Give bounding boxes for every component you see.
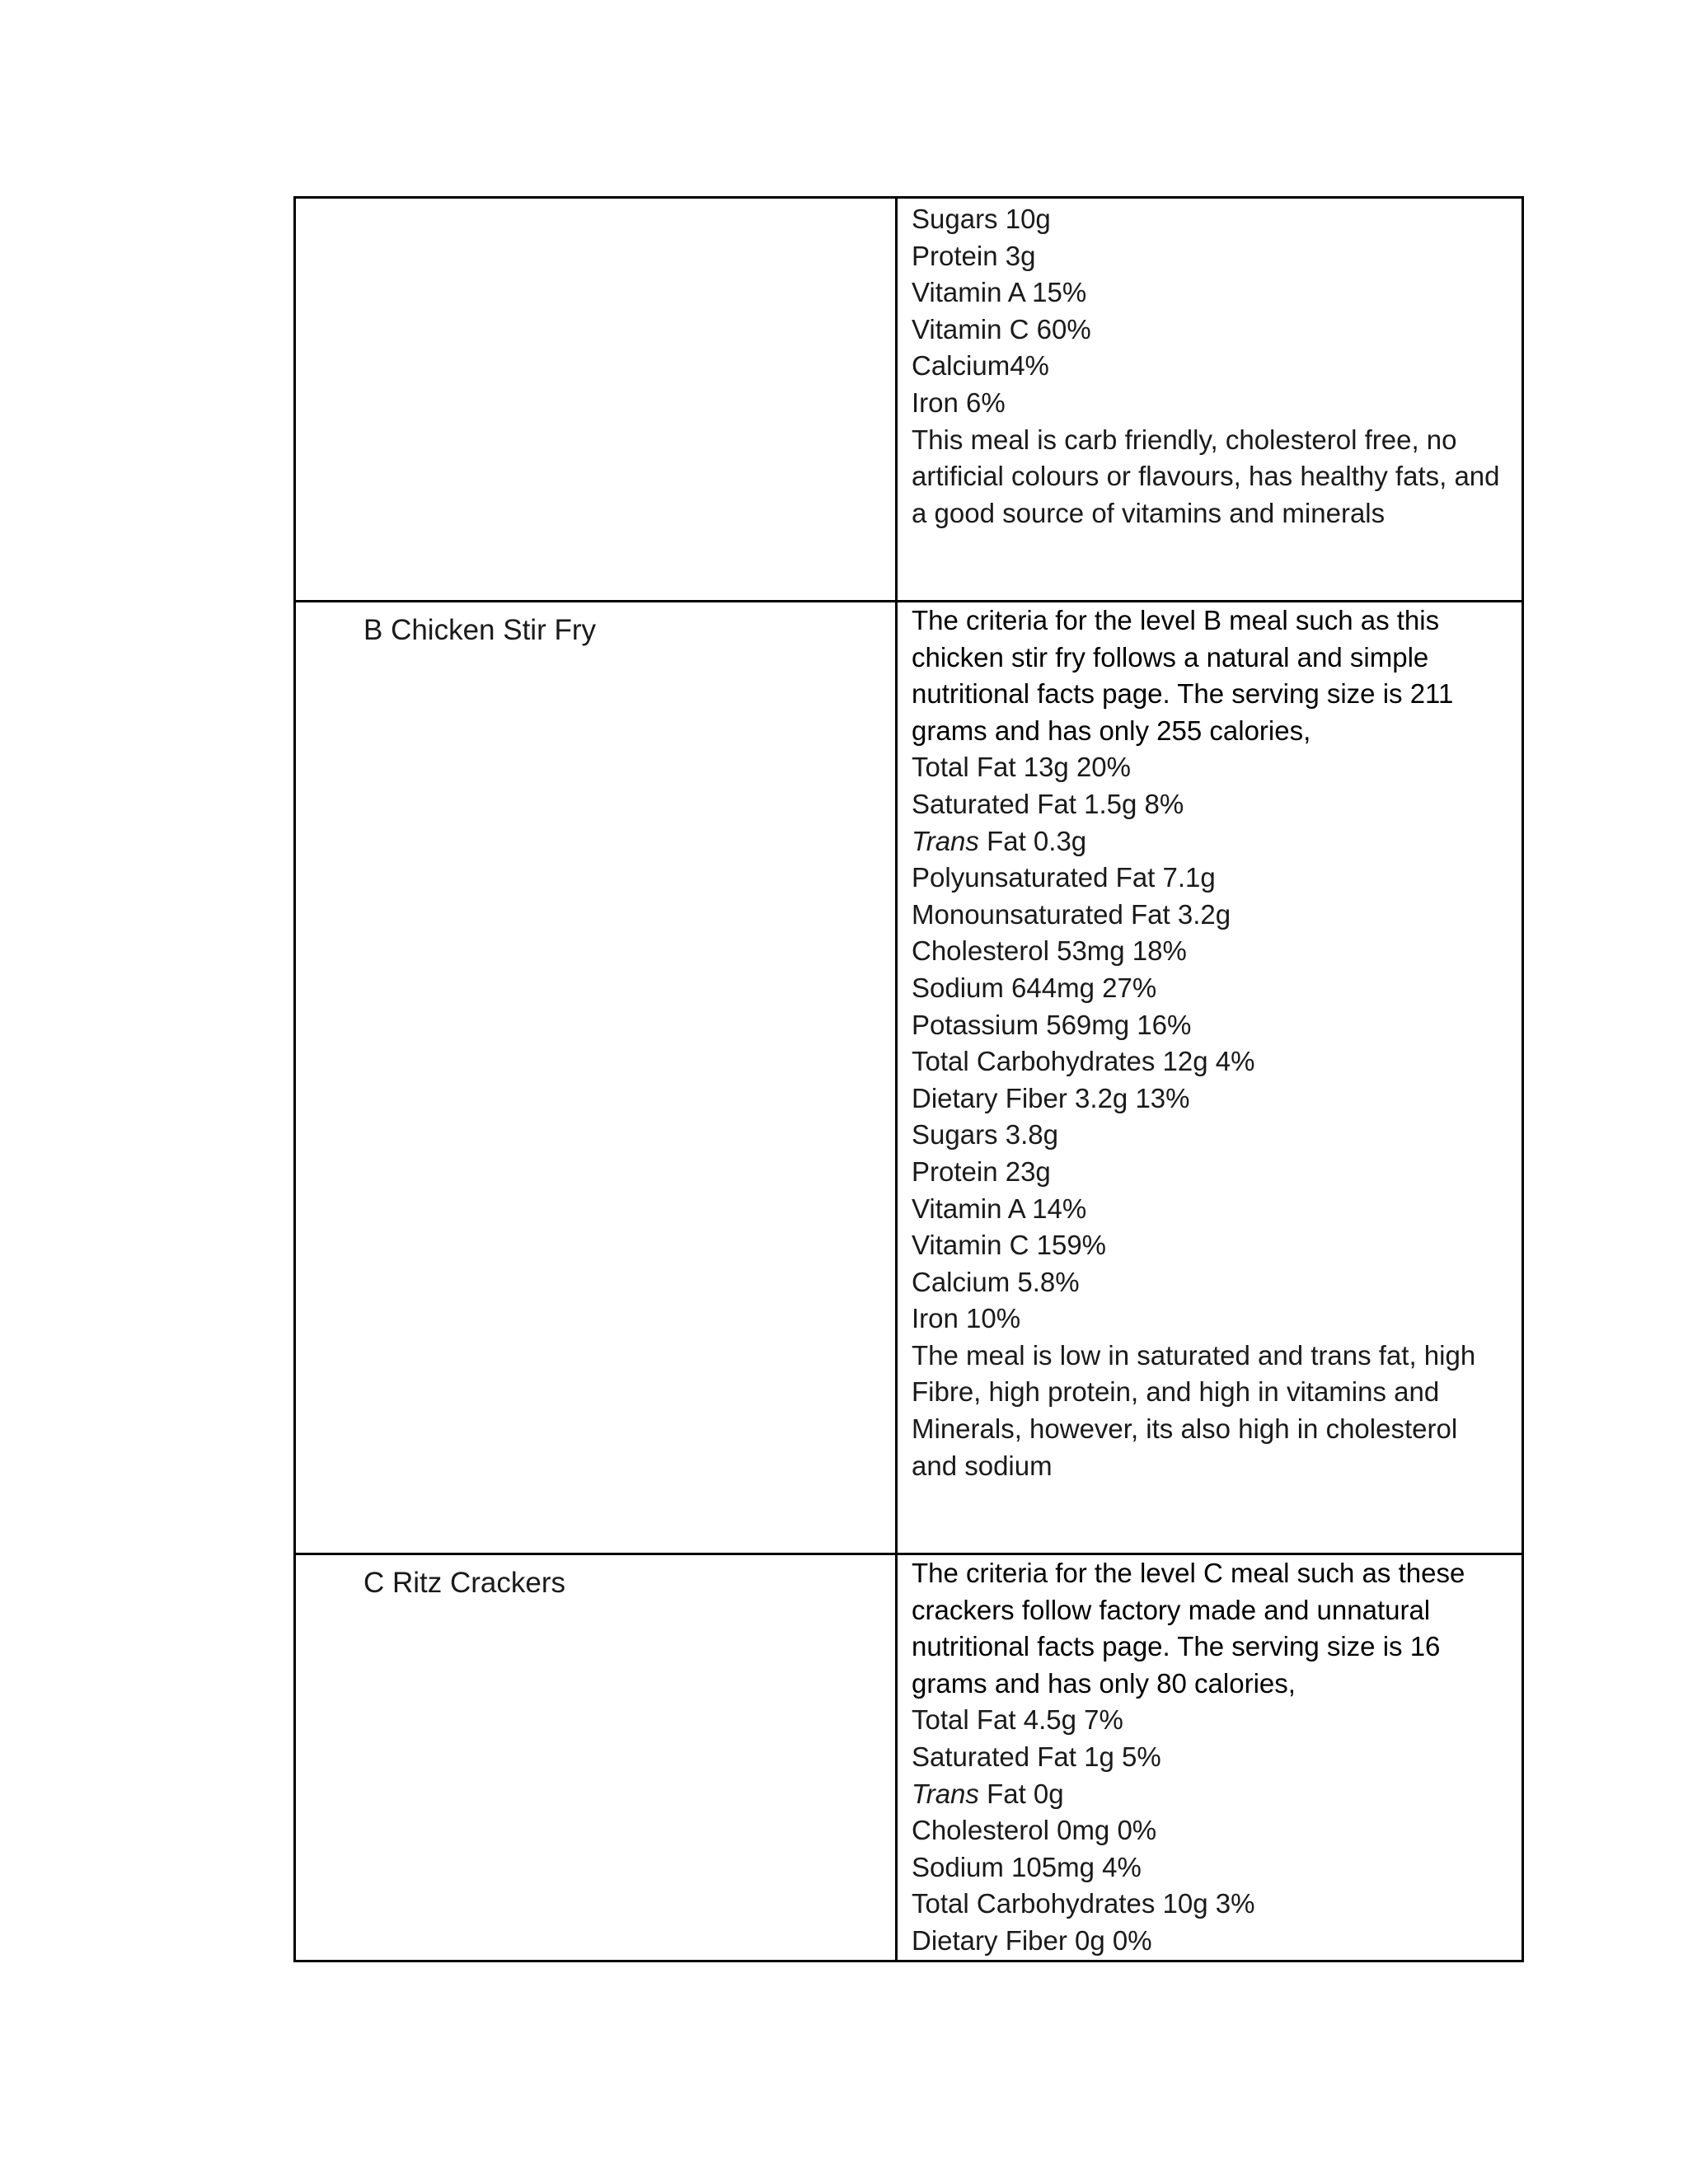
nutrient-line: Total Fat 4.5g 7%: [912, 1704, 1123, 1736]
nutrient-line: Polyunsaturated Fat 7.1g: [912, 862, 1216, 893]
trans-fat-value: Fat 0.3g: [978, 825, 1087, 856]
nutrient-line: Total Carbohydrates 12g 4%: [912, 1046, 1255, 1077]
table-row: [295, 198, 1523, 602]
meal-summary: The meal is low in saturated and trans fat, high Fibre, high protein, and high in vitamins and Minerals, however, its also high in cholesterol and sodium: [912, 1339, 1476, 1481]
table-row: [295, 602, 1523, 1554]
trans-fat-line: [912, 823, 1505, 860]
nutrient-line: Total Carbohydrates 10g 3%: [912, 1888, 1255, 1919]
nutrient-line: Iron 6%: [912, 387, 1006, 418]
nutrient-line: Protein 23g: [912, 1155, 1051, 1187]
nutrition-facts: [898, 199, 1522, 532]
nutrient-line: Dietary Fiber 3.2g 13%: [912, 1082, 1190, 1113]
trans-word: Trans: [912, 1778, 979, 1809]
meal-intro: The criteria for the level B meal such as this chicken stir fry follows a natural and simple nutritional facts page. The serving size is 211 grams and has only 255 calories,: [912, 605, 1454, 746]
nutrition-facts-cell: [897, 1554, 1523, 1961]
nutrient-line: Calcium4%: [912, 350, 1049, 382]
meal-label-cell: [295, 198, 897, 602]
trans-word: Trans: [912, 825, 979, 856]
nutrient-line: Protein 3g: [912, 240, 1036, 271]
nutrition-facts: [898, 602, 1522, 1484]
meal-label-cell: [295, 602, 897, 1554]
meal-label-cell: [295, 1554, 897, 1961]
nutrient-line: Cholesterol 0mg 0%: [912, 1815, 1157, 1846]
nutrient-line: Cholesterol 53mg 18%: [912, 935, 1187, 967]
nutrient-line: Saturated Fat 1g 5%: [912, 1741, 1161, 1772]
nutrient-line: Vitamin A 15%: [912, 277, 1087, 308]
nutrient-line: Potassium 569mg 16%: [912, 1009, 1192, 1040]
nutrition-facts: [898, 1555, 1522, 1960]
nutrient-line: Sugars 10g: [912, 204, 1051, 234]
nutrient-line: Sodium 105mg 4%: [912, 1851, 1142, 1882]
meal-label: C Ritz Crackers: [363, 1567, 566, 1599]
nutrition-facts-cell: [897, 198, 1523, 602]
nutrient-line: Monounsaturated Fat 3.2g: [912, 898, 1231, 930]
meal-nutrition-table: [293, 196, 1524, 1962]
table-row: [295, 1554, 1523, 1961]
nutrient-line: Sodium 644mg 27%: [912, 972, 1157, 1003]
meal-summary: This meal is carb friendly, cholesterol free, no artificial colours or flavours, has healthy fats, and a good source of vitamins and minerals: [912, 424, 1500, 528]
trans-fat-line: [912, 1776, 1505, 1813]
nutrient-line: Iron 10%: [912, 1303, 1021, 1334]
nutrient-line: Vitamin C 159%: [912, 1230, 1107, 1261]
nutrient-line: Total Fat 13g 20%: [912, 752, 1131, 783]
nutrient-line: Calcium 5.8%: [912, 1266, 1080, 1297]
nutrient-line: Sugars 3.8g: [912, 1119, 1058, 1151]
meal-intro: The criteria for the level C meal such as these crackers follow factory made and unnatural nutritional facts page. The serving size is 16 grams and has only 80 calories,: [912, 1558, 1465, 1699]
nutrient-line: Saturated Fat 1.5g 8%: [912, 788, 1184, 819]
nutrient-line: Vitamin C 60%: [912, 313, 1091, 344]
meal-label: [296, 199, 895, 208]
nutrition-facts-cell: [897, 602, 1523, 1554]
nutrient-line: Vitamin A 14%: [912, 1193, 1087, 1224]
meal-label: B Chicken Stir Fry: [363, 614, 596, 646]
nutrient-line: Dietary Fiber 0g 0%: [912, 1924, 1152, 1956]
trans-fat-value: Fat 0g: [978, 1778, 1064, 1809]
